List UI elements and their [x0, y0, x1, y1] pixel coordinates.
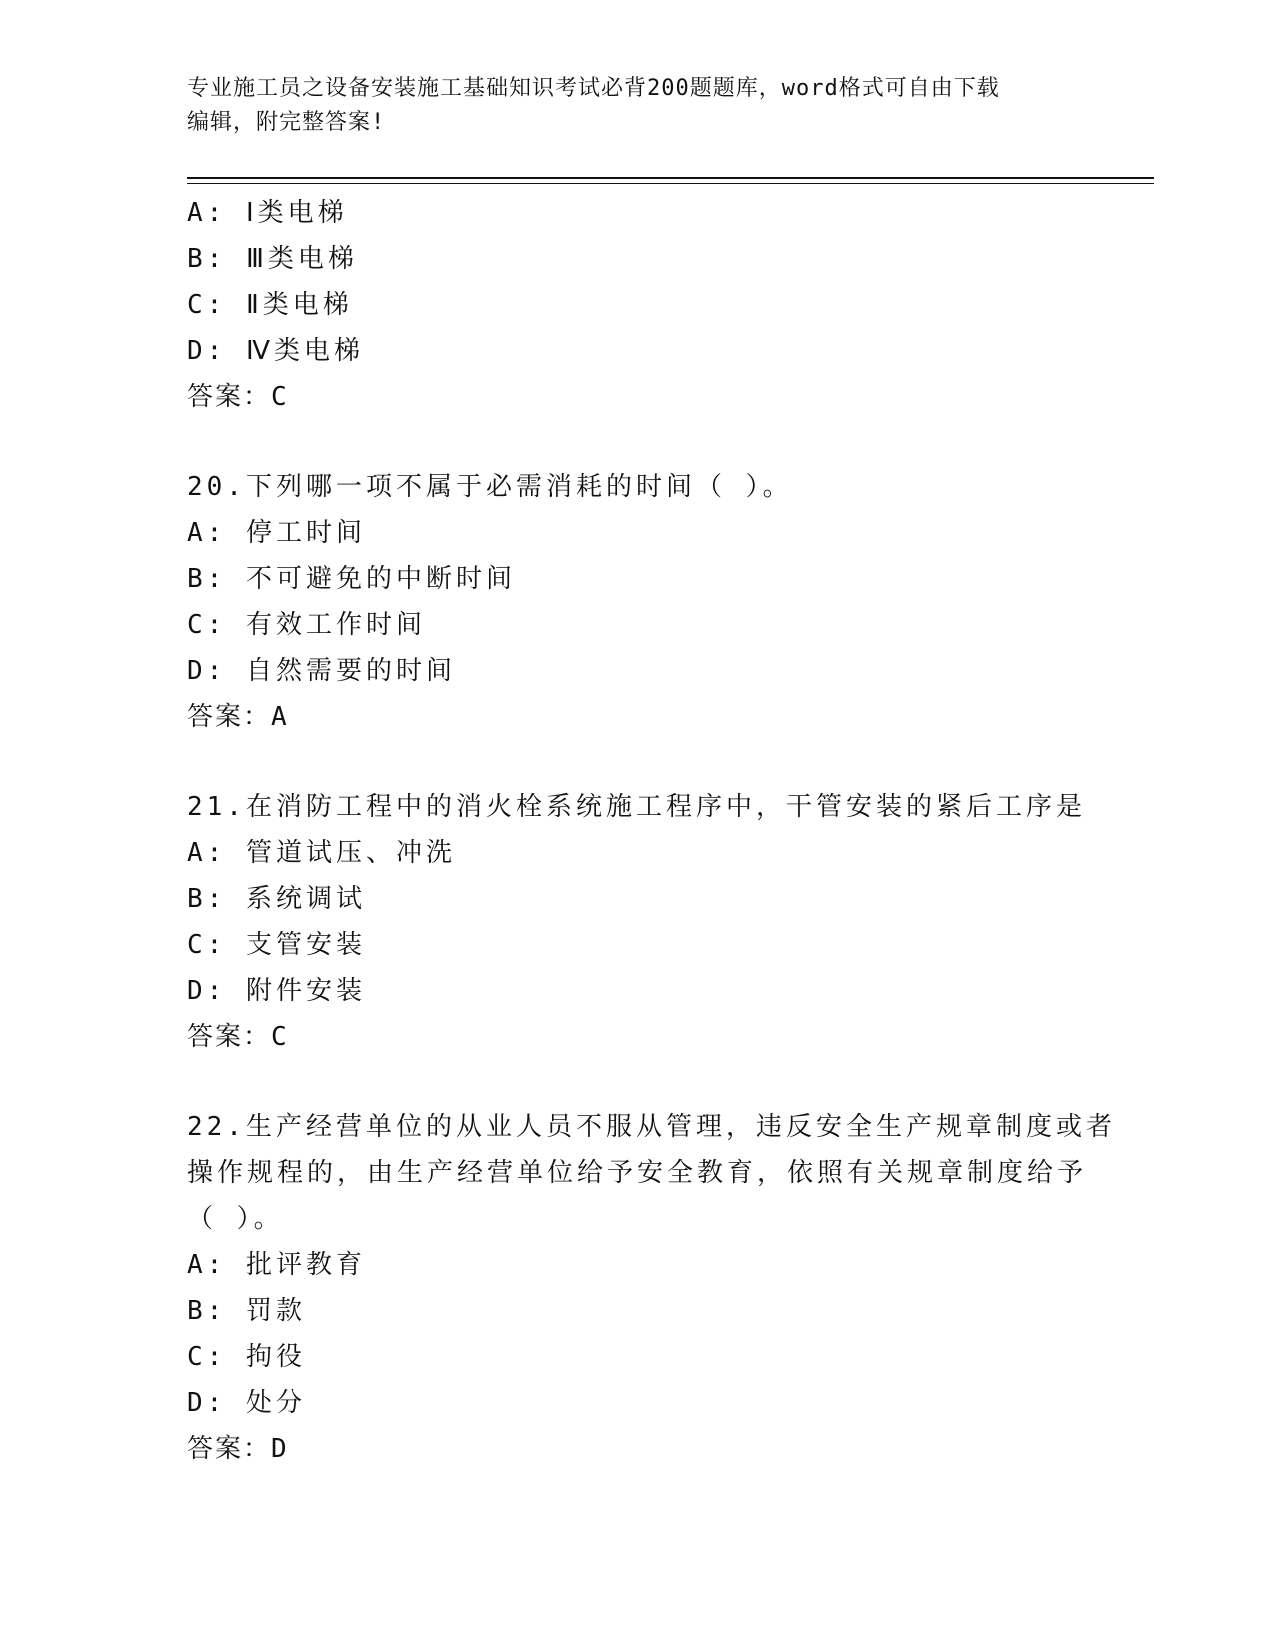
option-a: A: Ⅰ类电梯 — [187, 198, 348, 228]
option-d: D: 处分 — [187, 1388, 306, 1418]
option-b: B: 系统调试 — [187, 884, 366, 914]
option-c: C: 有效工作时间 — [187, 610, 426, 640]
answer: 答案：D — [187, 1434, 289, 1464]
option-b: B: Ⅲ类电梯 — [187, 244, 358, 274]
answer: 答案：A — [187, 702, 289, 732]
option-c: C: 支管安装 — [187, 930, 366, 960]
option-a: A: 管道试压、冲洗 — [187, 838, 456, 868]
document-header — [187, 72, 1087, 140]
option-c: C: Ⅱ类电梯 — [187, 290, 353, 320]
question-text-line-1: 22.生产经营单位的从业人员不服从管理，违反安全生产规章制度或者 — [187, 1112, 1116, 1142]
question-list — [187, 190, 1116, 1472]
question-text-line-3: （ ）。 — [187, 1204, 284, 1234]
option-d: D: 自然需要的时间 — [187, 656, 456, 686]
question-text: 21.在消防工程中的消火栓系统施工程序中，干管安装的紧后工序是 — [187, 792, 1086, 822]
question-text-line-2: 操作规程的，由生产经营单位给予安全教育，依照有关规章制度给予 — [187, 1158, 1088, 1188]
option-c: C: 拘役 — [187, 1342, 306, 1372]
header-line-2: 编辑，附完整答案! — [187, 110, 386, 135]
answer: 答案：C — [187, 1022, 289, 1052]
header-line-1: 专业施工员之设备安装施工基础知识考试必背200题题库，word格式可自由下载 — [187, 76, 1000, 101]
header-divider-thin — [187, 183, 1154, 184]
option-d: D: Ⅳ类电梯 — [187, 336, 364, 366]
question-21 — [187, 784, 1087, 1060]
option-d: D: 附件安装 — [187, 976, 366, 1006]
header-divider-thick — [187, 177, 1154, 179]
option-b: B: 罚款 — [187, 1296, 306, 1326]
option-a: A: 停工时间 — [187, 518, 366, 548]
question-20 — [187, 464, 1087, 740]
option-a: A: 批评教育 — [187, 1250, 366, 1280]
answer: 答案：C — [187, 382, 289, 412]
question-19 — [187, 190, 1087, 420]
question-text: 20.下列哪一项不属于必需消耗的时间（ ）。 — [187, 472, 793, 502]
option-b: B: 不可避免的中断时间 — [187, 564, 516, 594]
question-22 — [187, 1104, 1116, 1472]
